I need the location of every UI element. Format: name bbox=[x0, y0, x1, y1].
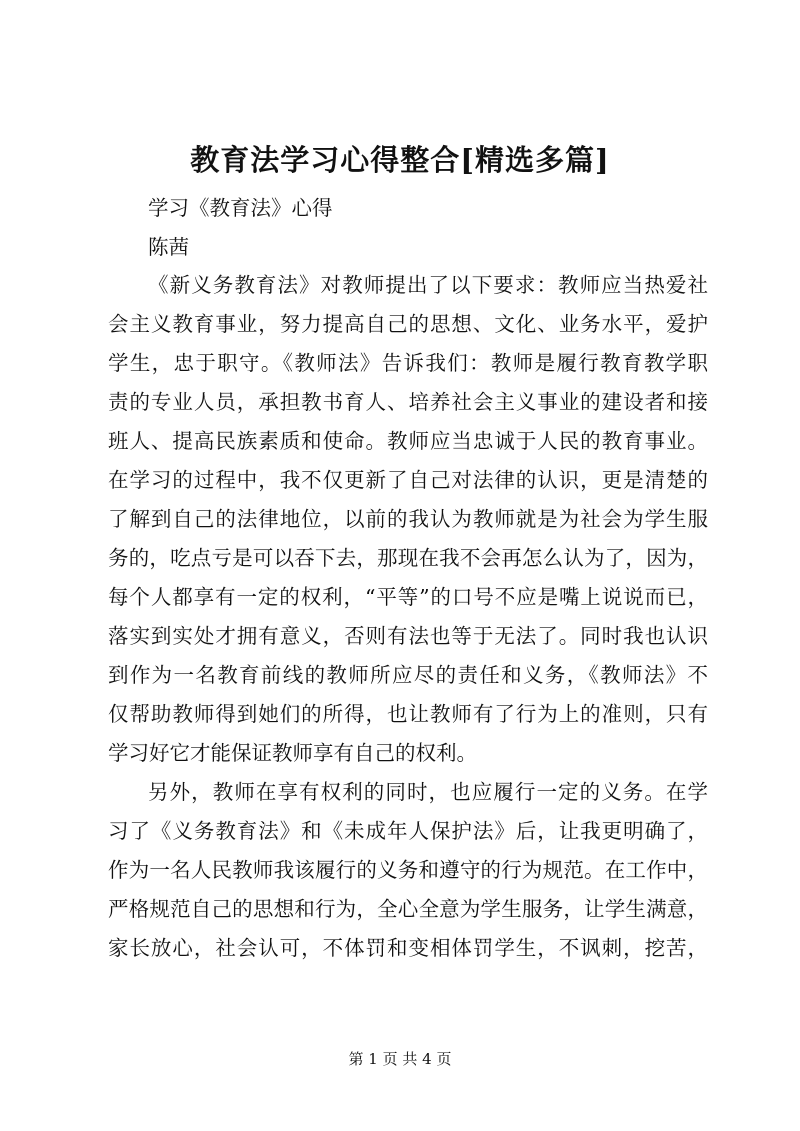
paragraph-1-line: 落实到实处才拥有意义，否则有法也等于无法了。同时我也认识 bbox=[108, 624, 708, 648]
paragraph-1-line: 学习好它才能保证教师享有自己的权利。 bbox=[108, 741, 477, 765]
paragraph-1-line: 务的，吃点亏是可以吞下去，那现在我不会再怎么认为了，因为， bbox=[108, 546, 708, 570]
paragraph-1-line: 在学习的过程中，我不仅更新了自己对法律的认识，更是清楚的 bbox=[108, 468, 708, 492]
document-subtitle: 学习《教育法》心得 bbox=[148, 196, 333, 220]
paragraph-1-line: 学生，忠于职守。《教师法》告诉我们：教师是履行教育教学职 bbox=[108, 351, 708, 375]
paragraph-2-line: 习了《义务教育法》和《未成年人保护法》后，让我更明确了， bbox=[108, 819, 708, 843]
page-footer: 第 1 页 共 4 页 bbox=[348, 1050, 452, 1068]
paragraph-2-line: 家长放心，社会认可，不体罚和变相体罚学生，不讽刺，挖苦， bbox=[108, 936, 708, 960]
paragraph-1-line: 仅帮助教师得到她们的所得，也让教师有了行为上的准则，只有 bbox=[108, 702, 708, 726]
paragraph-1-line: 责的专业人员，承担教书育人、培养社会主义事业的建设者和接 bbox=[108, 390, 708, 414]
paragraph-1-line: 班人、提高民族素质和使命。教师应当忠诚于人民的教育事业。 bbox=[108, 429, 708, 453]
paragraph-1-line: 会主义教育事业，努力提高自己的思想、文化、业务水平，爱护 bbox=[108, 312, 708, 336]
paragraph-2-line: 作为一名人民教师我该履行的义务和遵守的行为规范。在工作中， bbox=[108, 858, 708, 882]
document-author: 陈茜 bbox=[148, 235, 189, 259]
paragraph-1-line: 了解到自己的法律地位，以前的我认为教师就是为社会为学生服 bbox=[108, 507, 708, 531]
paragraph-2-line: 另外，教师在享有权利的同时，也应履行一定的义务。在学 bbox=[148, 780, 708, 804]
paragraph-2-line: 严格规范自己的思想和行为，全心全意为学生服务，让学生满意， bbox=[108, 897, 708, 921]
document-title: 教育法学习心得整合[精选多篇] bbox=[190, 143, 610, 177]
paragraph-1-line: 每个人都享有一定的权利，“平等”的口号不应是嘴上说说而已， bbox=[108, 585, 708, 609]
paragraph-1-line: 到作为一名教育前线的教师所应尽的责任和义务，《教师法》不 bbox=[108, 663, 708, 687]
paragraph-1-line: 《新义务教育法》对教师提出了以下要求：教师应当热爱社 bbox=[148, 273, 708, 297]
